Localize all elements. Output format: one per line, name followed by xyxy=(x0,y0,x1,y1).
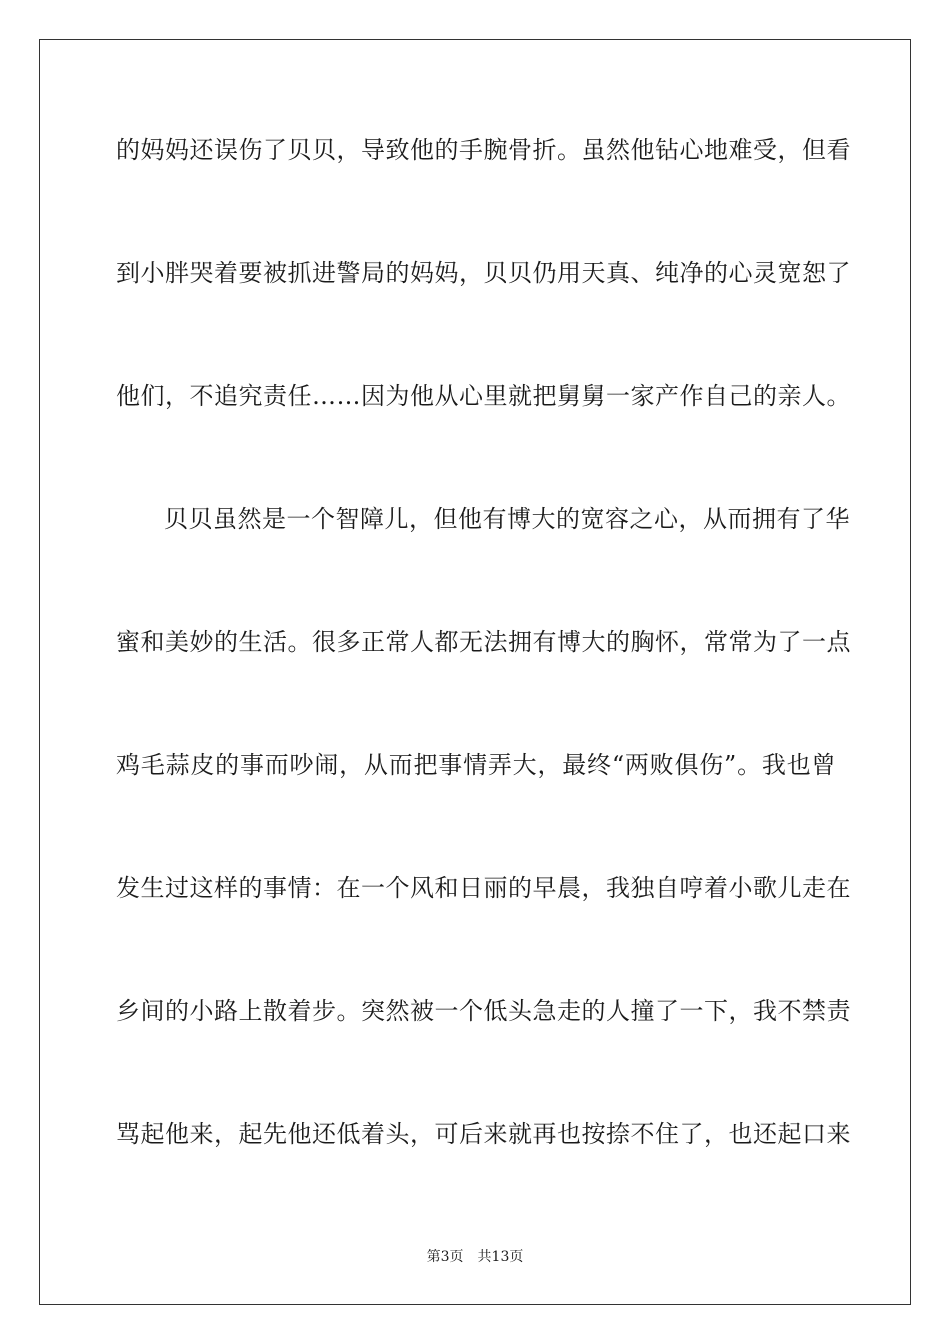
paragraph-line: 贝贝虽然是一个智障儿，但他有博大的宽容之心，从而拥有了华 xyxy=(164,505,850,533)
paragraph-line: 蜜和美妙的生活。很多正常人都无法拥有博大的胸怀，常常为了一点 xyxy=(116,628,851,656)
paragraph-line: 骂起他来，起先他还低着头，可后来就再也按捺不住了，也还起口来 xyxy=(116,1120,851,1148)
total-pages: 共13页 xyxy=(477,1249,524,1265)
paragraph-line: 发生过这样的事情：在一个风和日丽的早晨，我独自哼着小歌儿走在 xyxy=(116,874,851,902)
paragraph-line: 他们，不追究责任……因为他从心里就把舅舅一家产作自己的亲人。 xyxy=(116,382,851,410)
paragraph-line: 乡间的小路上散着步。突然被一个低头急走的人撞了一下，我不禁责 xyxy=(116,997,851,1025)
page-number: 第3页 xyxy=(426,1249,464,1265)
page-footer xyxy=(0,1248,950,1266)
paragraph-line: 到小胖哭着要被抓进警局的妈妈，贝贝仍用天真、纯净的心灵宽恕了 xyxy=(116,259,851,287)
paragraph-line: 鸡毛蒜皮的事而吵闹，从而把事情弄大，最终“两败俱伤”。我也曾 xyxy=(116,751,836,779)
paragraph-line: 的妈妈还误伤了贝贝，导致他的手腕骨折。虽然他钻心地难受，但看 xyxy=(116,136,851,164)
page-border xyxy=(39,39,911,1305)
